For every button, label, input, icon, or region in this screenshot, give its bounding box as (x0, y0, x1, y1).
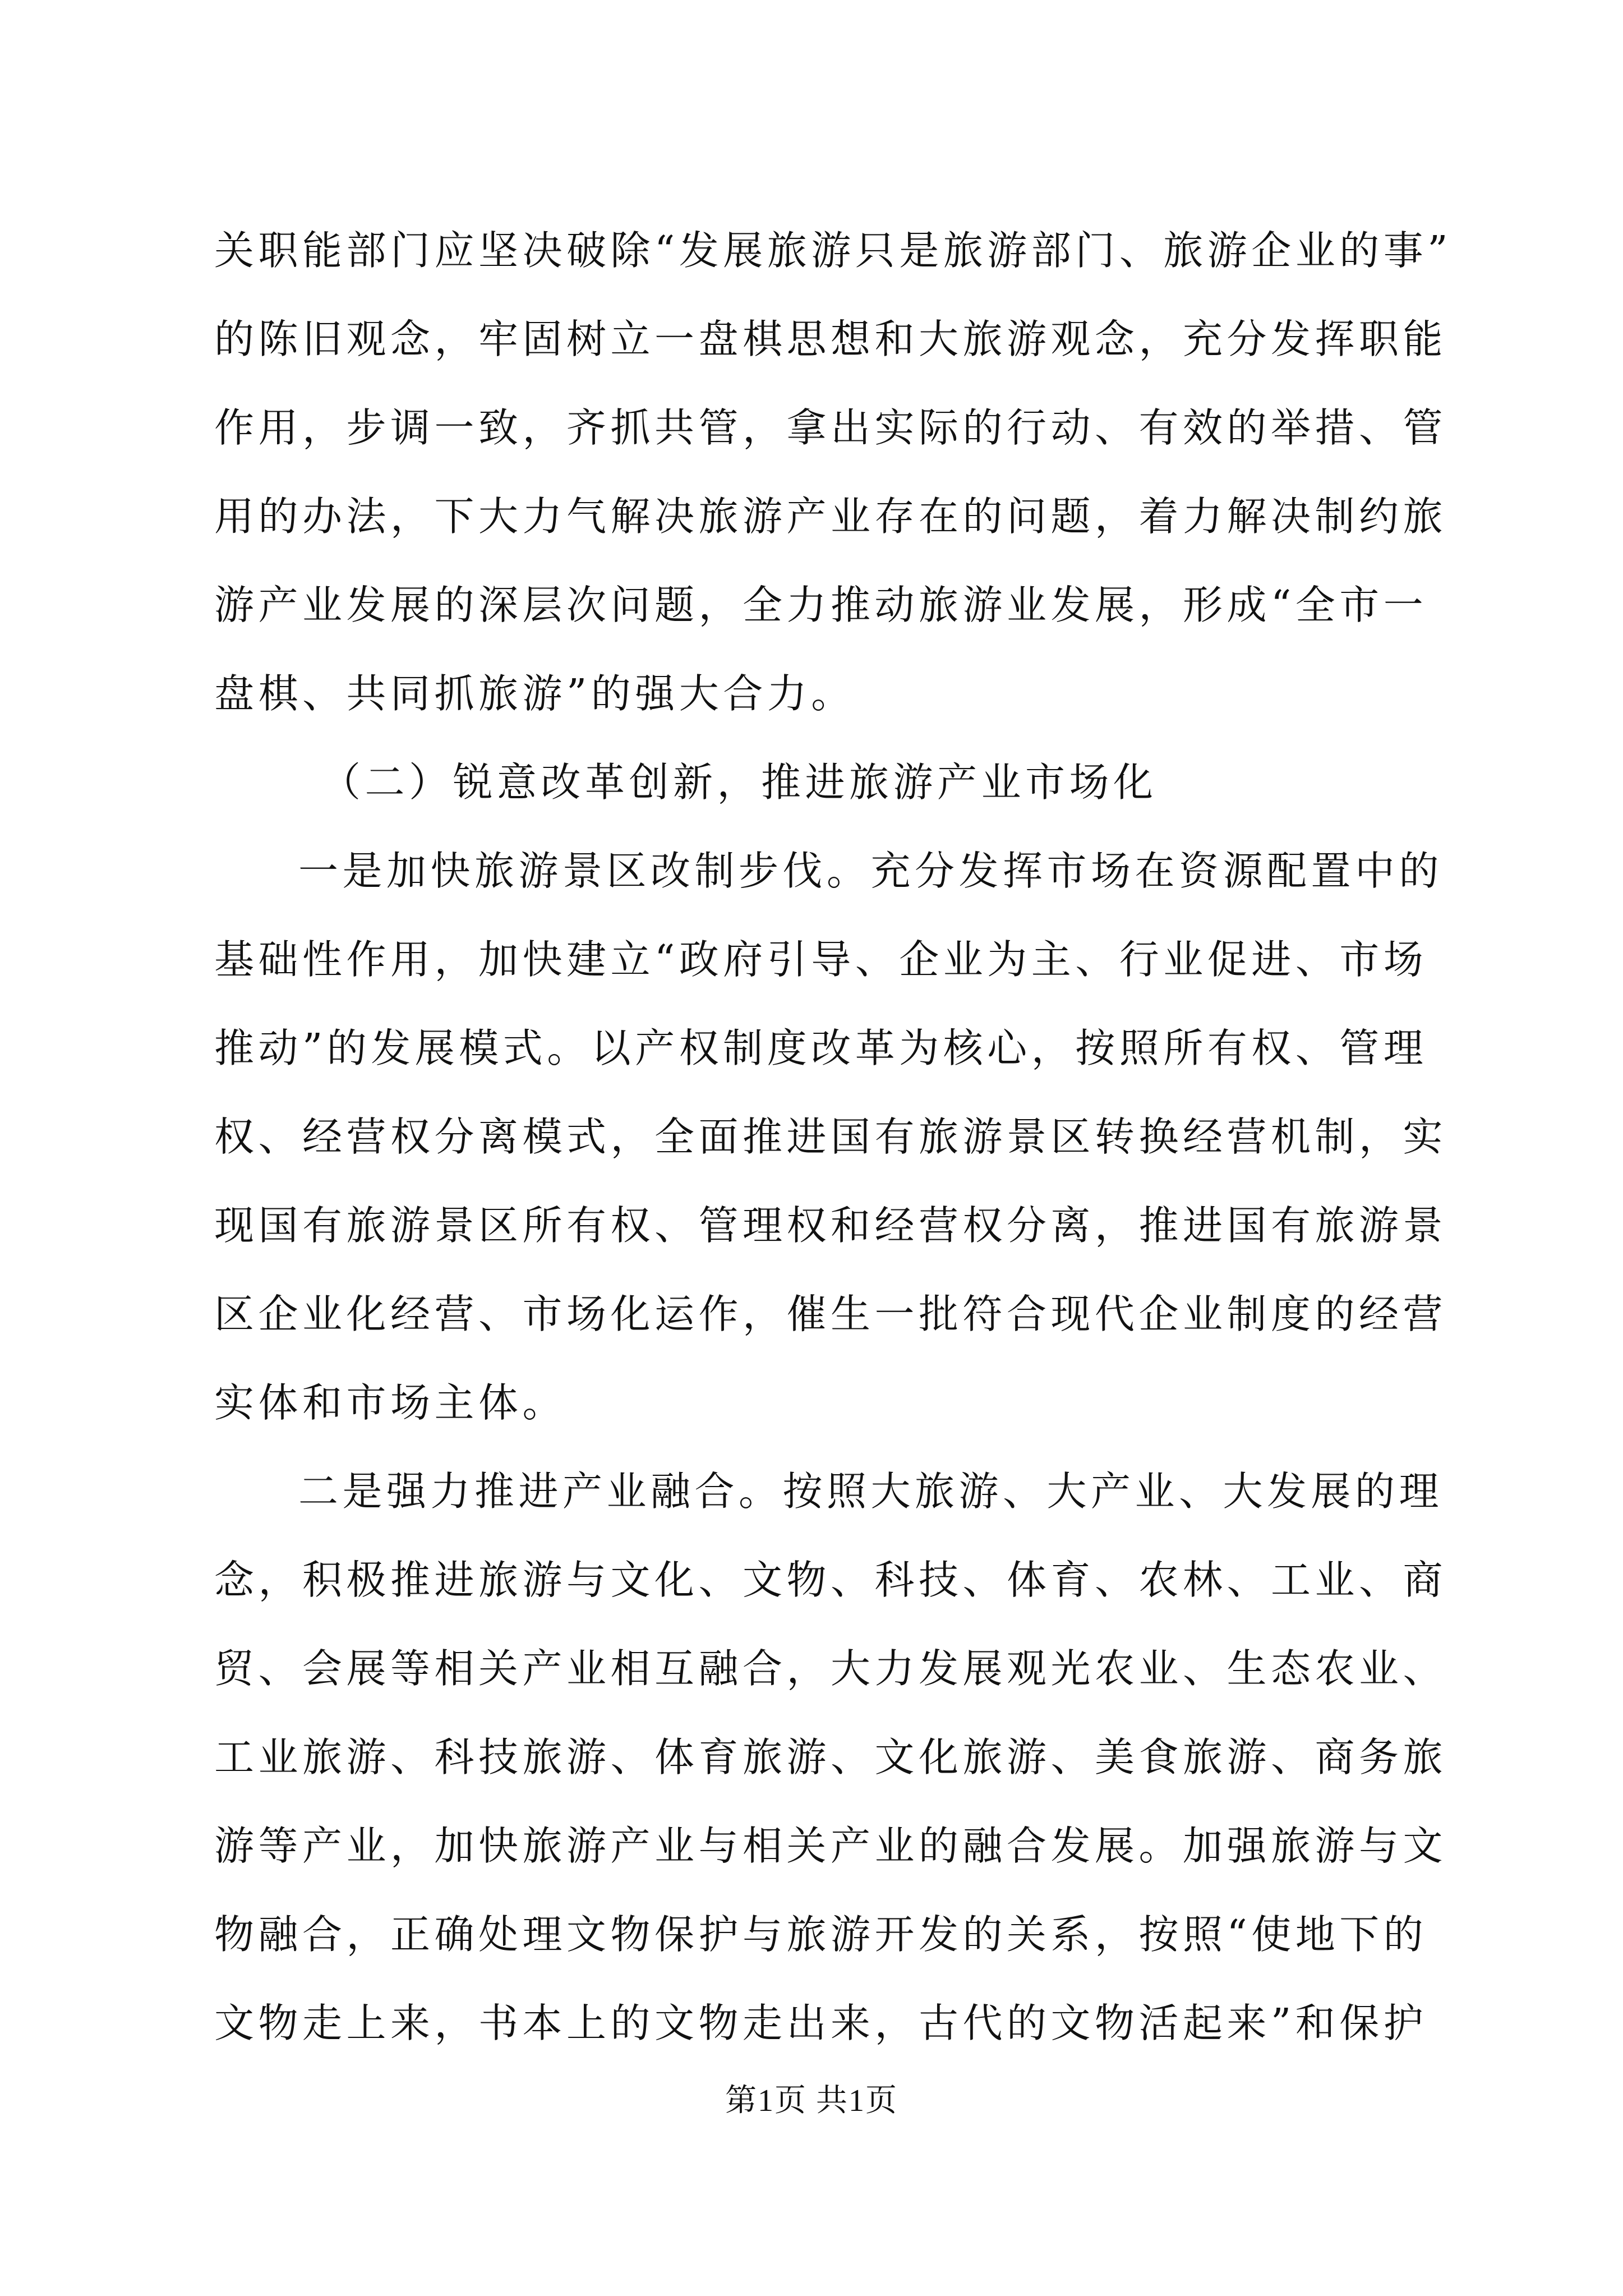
text-line: 作用，步调一致，齐抓共管，拿出实际的行动、有效的举措、管 (214, 404, 1447, 451)
paragraph-first-line: 二是强力推进产业融合。按照大旅游、大产业、大发展的理 (298, 1468, 1444, 1515)
page-number-footer: 第1页 共1页 (725, 2083, 898, 2118)
text-line: 区企业化经营、市场化运作，催生一批符合现代企业制度的经营 (214, 1291, 1447, 1337)
text-line: 用的办法，下大力气解决旅游产业存在的问题，着力解决制约旅 (214, 493, 1447, 540)
text-line: 关职能部门应坚决破除“发展旅游只是旅游部门、旅游企业的事” (214, 227, 1453, 274)
paragraph-first-line: 一是加快旅游景区改制步伐。充分发挥市场在资源配置中的 (298, 848, 1444, 894)
text-line: 工业旅游、科技旅游、体育旅游、文化旅游、美食旅游、商务旅 (214, 1734, 1447, 1780)
document-body (214, 206, 1453, 2068)
text-line: 现国有旅游景区所有权、管理权和经营权分离，推进国有旅游景 (214, 1202, 1447, 1249)
text-line: 念，积极推进旅游与文化、文物、科技、体育、农林、工业、商 (214, 1557, 1447, 1603)
text-line: 推动”的发展模式。以产权制度改革为核心，按照所有权、管理 (214, 1025, 1428, 1071)
text-line: 权、经营权分离模式，全面推进国有旅游景区转换经营机制，实 (214, 1114, 1447, 1160)
text-line: 实体和市场主体。 (214, 1379, 567, 1426)
text-line: 游等产业，加快旅游产业与相关产业的融合发展。加强旅游与文 (214, 1823, 1447, 1869)
text-line: 文物走上来，书本上的文物走出来，古代的文物活起来”和保护 (214, 2000, 1428, 2046)
section-heading: （二）锐意改革创新，推进旅游产业市场化 (321, 759, 1158, 806)
text-line: 的陈旧观念，牢固树立一盘棋思想和大旅游观念，充分发挥职能 (214, 316, 1447, 362)
text-line: 盘棋、共同抓旅游”的强大合力。 (214, 670, 855, 717)
text-line: 物融合，正确处理文物保护与旅游开发的关系，按照“使地下的 (214, 1911, 1428, 1958)
text-line: 游产业发展的深层次问题，全力推动旅游业发展，形成“全市一 (214, 582, 1428, 628)
text-line: 基础性作用，加快建立“政府引导、企业为主、行业促进、市场 (214, 936, 1428, 983)
text-line: 贸、会展等相关产业相互融合，大力发展观光农业、生态农业、 (214, 1645, 1447, 1692)
